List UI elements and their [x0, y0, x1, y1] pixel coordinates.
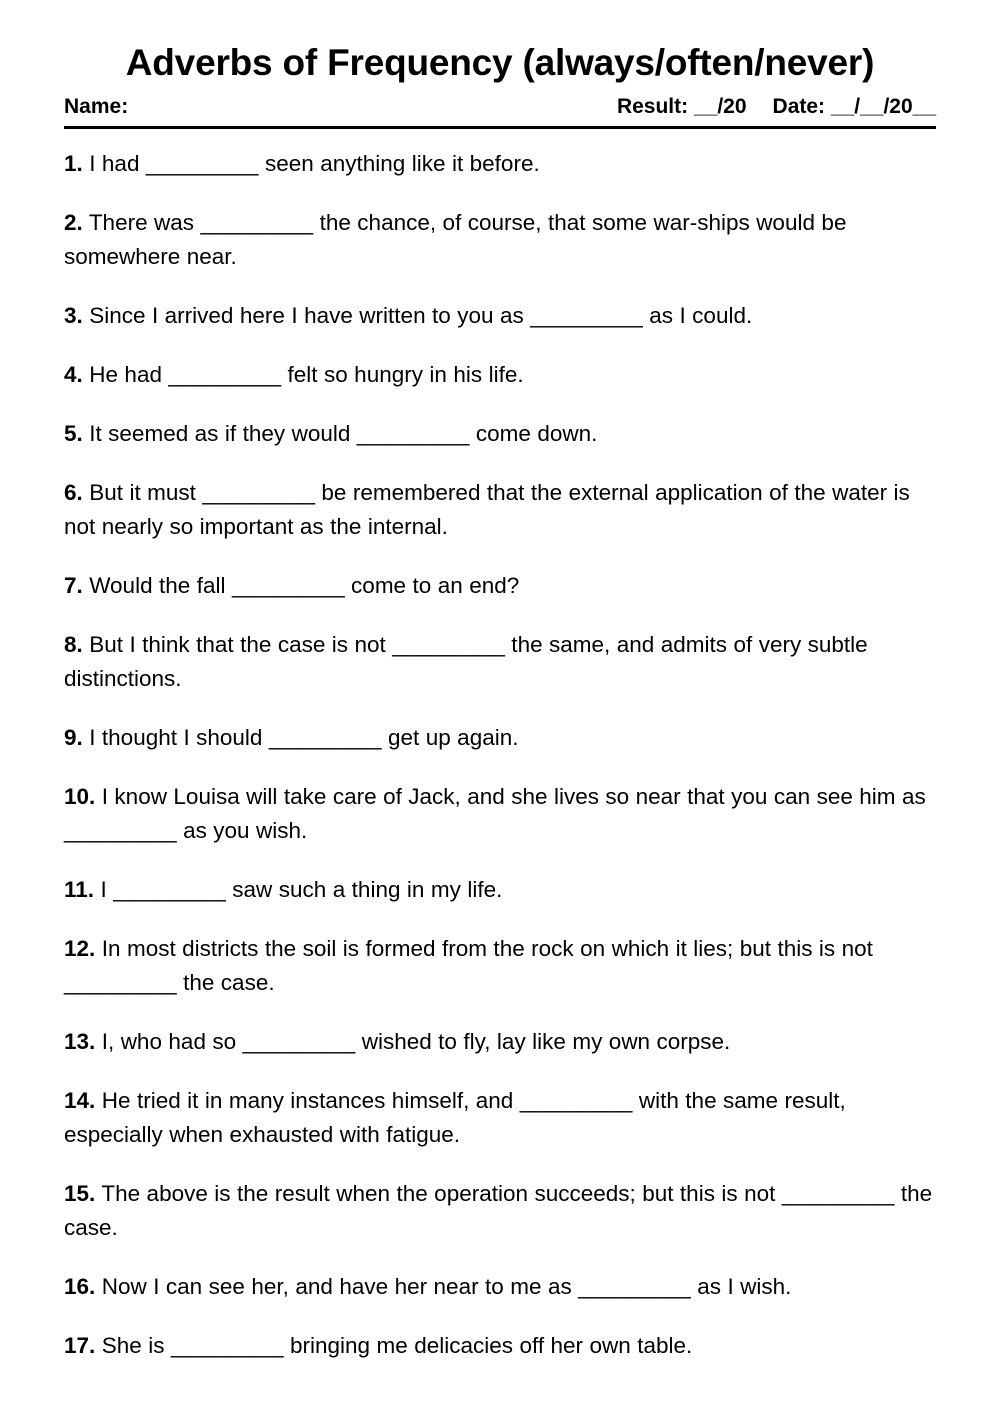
question-item	[64, 1084, 936, 1152]
question-number: 9.	[64, 724, 83, 750]
question-text: He tried it in many instances himself, and _________ with the same result, especially when exhausted with fatigue.	[64, 1087, 846, 1147]
question-text: The above is the result when the operation succeeds; but this is not _________ the case.	[64, 1180, 933, 1240]
question-text: But it must _________ be remembered that the external application of the water is not nearly so important as the internal.	[64, 479, 910, 539]
question-item	[64, 417, 936, 451]
question-text: There was _________ the chance, of course, that some war-ships would be somewhere near.	[64, 209, 847, 269]
question-item	[64, 780, 936, 848]
question-number: 1.	[64, 150, 83, 176]
question-number: 15.	[64, 1180, 96, 1206]
question-item	[64, 1270, 936, 1304]
question-number: 6.	[64, 479, 83, 505]
question-text: I _________ saw such a thing in my life.	[100, 876, 503, 902]
question-number: 3.	[64, 302, 83, 328]
date-value: __/__/20__	[830, 94, 936, 118]
question-list	[64, 147, 936, 1363]
question-item	[64, 476, 936, 544]
question-text: I know Louisa will take care of Jack, and she lives so near that you can see him as _________ as you wish.	[64, 783, 926, 843]
question-item	[64, 299, 936, 333]
question-number: 13.	[64, 1028, 96, 1054]
question-item	[64, 358, 936, 392]
question-item	[64, 1025, 936, 1059]
meta-right-group	[617, 94, 936, 119]
question-number: 4.	[64, 361, 83, 387]
result-value: __/20	[693, 94, 747, 118]
question-text: She is _________ bringing me delicacies off her own table.	[101, 1332, 693, 1358]
result-field	[617, 94, 747, 119]
name-field	[64, 94, 128, 119]
date-label: Date:	[772, 94, 826, 118]
page-title: Adverbs of Frequency (always/often/never)	[125, 42, 875, 83]
question-number: 12.	[64, 935, 96, 961]
question-number: 11.	[64, 876, 95, 902]
header-divider	[64, 126, 936, 129]
question-text: I, who had so _________ wished to fly, lay like my own corpse.	[101, 1028, 731, 1054]
date-field	[773, 94, 936, 119]
question-number: 2.	[64, 209, 83, 235]
question-item	[64, 147, 936, 181]
question-text: I had _________ seen anything like it before.	[89, 150, 540, 176]
question-text: In most districts the soil is formed from the rock on which it lies; but this is not _________ the case.	[64, 935, 873, 995]
question-item	[64, 1329, 936, 1363]
result-label: Result:	[616, 94, 689, 118]
question-item	[64, 932, 936, 1000]
question-text: It seemed as if they would _________ come down.	[89, 420, 598, 446]
question-item	[64, 206, 936, 274]
question-number: 10.	[64, 783, 96, 809]
question-number: 7.	[64, 572, 83, 598]
question-text: Would the fall _________ come to an end?	[89, 572, 520, 598]
name-label: Name:	[64, 94, 129, 118]
question-number: 14.	[64, 1087, 96, 1113]
question-item	[64, 1177, 936, 1245]
question-number: 5.	[64, 420, 83, 446]
question-number: 17.	[64, 1332, 96, 1358]
question-item	[64, 569, 936, 603]
question-item	[64, 628, 936, 696]
question-text: Now I can see her, and have her near to me as _________ as I wish.	[101, 1273, 792, 1299]
question-text: Since I arrived here I have written to you as _________ as I could.	[89, 302, 753, 328]
worksheet-meta-row	[64, 94, 936, 119]
question-item	[64, 873, 936, 907]
question-text: He had _________ felt so hungry in his life.	[89, 361, 524, 387]
question-number: 8.	[64, 631, 83, 657]
question-number: 16.	[64, 1273, 96, 1299]
question-text: I thought I should _________ get up again.	[89, 724, 519, 750]
question-text: But I think that the case is not _________ the same, and admits of very subtle distinctions.	[64, 631, 868, 691]
question-item	[64, 721, 936, 755]
